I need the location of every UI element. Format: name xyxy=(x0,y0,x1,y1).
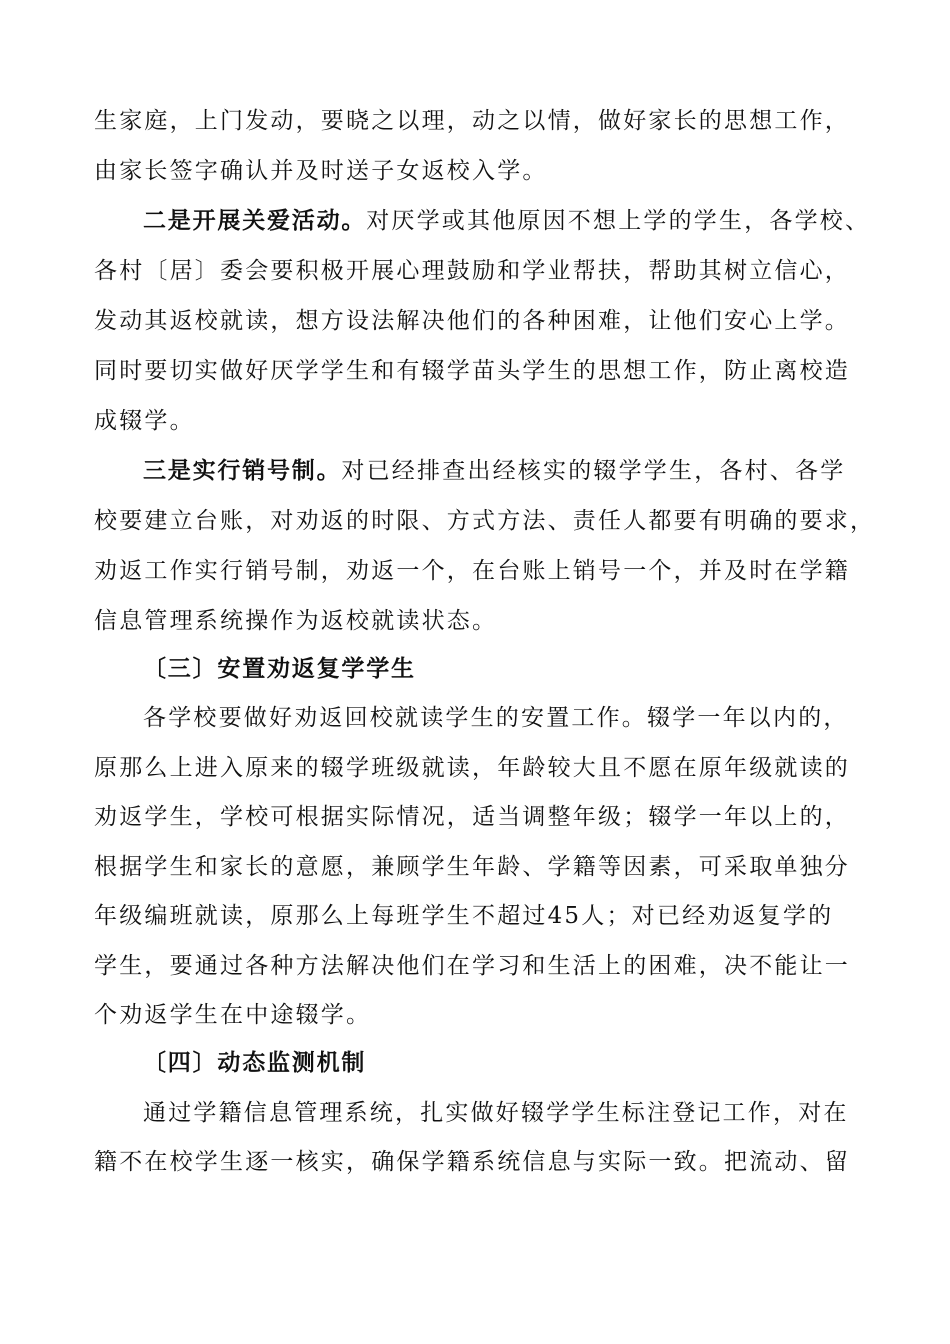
paragraph-line: 籍不在校学生逐一核实，确保学籍系统信息与实际一致。把流动、留 xyxy=(94,1149,850,1175)
paragraph-line: 同时要切实做好厌学学生和有辍学苗头学生的思想工作，防止离校造 xyxy=(94,358,850,384)
paragraph-line: 原那么上进入原来的辍学班级就读，年龄较大且不愿在原年级就读的 xyxy=(94,755,850,781)
paragraph-lead-bold: 二是开展关爱活动。 xyxy=(143,208,367,234)
paragraph-line: 生家庭，上门发动，要晓之以理，动之以情，做好家长的思想工作， xyxy=(94,108,850,134)
paragraph-first-line: 各学校要做好劝返回校就读学生的安置工作。辍学一年以内的， xyxy=(143,705,849,731)
paragraph-line: 年级编班就读，原那么上每班学生不超过45人；对已经劝返复学的 xyxy=(94,903,834,929)
paragraph-line: 校要建立台账，对劝返的时限、方式方法、责任人都要有明确的要求， xyxy=(94,508,876,534)
paragraph-first-line: 通过学籍信息管理系统，扎实做好辍学学生标注登记工作，对在 xyxy=(143,1100,849,1126)
paragraph-line: 成辍学。 xyxy=(94,408,195,434)
paragraph-line: 由家长签字确认并及时送子女返校入学。 xyxy=(94,158,548,184)
paragraph-first-line xyxy=(143,456,845,486)
paragraph-lead-bold: 三是实行销号制。 xyxy=(143,458,342,484)
paragraph-first-line xyxy=(143,206,870,236)
paragraph-line: 根据学生和家长的意愿，兼顾学生年龄、学籍等因素，可采取单独分 xyxy=(94,854,850,880)
paragraph-line: 各村〔居〕委会要积极开展心理鼓励和学业帮扶，帮助其树立信心， xyxy=(94,258,850,284)
paragraph-text: 对已经排查出经核实的辍学学生，各村、各学 xyxy=(341,458,846,484)
section-heading: 〔三〕安置劝返复学学生 xyxy=(143,656,416,682)
paragraph-line: 劝返工作实行销号制，劝返一个，在台账上销号一个，并及时在学籍 xyxy=(94,558,850,584)
paragraph-line: 学生，要通过各种方法解决他们在学习和生活上的困难，决不能让一 xyxy=(94,953,850,979)
paragraph-line: 信息管理系统操作为返校就读状态。 xyxy=(94,608,498,634)
section-heading: 〔四〕动态监测机制 xyxy=(143,1050,367,1076)
paragraph-line: 发动其返校就读，想方设法解决他们的各种困难，让他们安心上学。 xyxy=(94,308,850,334)
paragraph-text: 对厌学或其他原因不想上学的学生，各学校、 xyxy=(366,208,871,234)
paragraph-line: 劝返学生，学校可根据实际情况，适当调整年级；辍学一年以上的， xyxy=(94,804,850,830)
paragraph-line: 个劝返学生在中途辍学。 xyxy=(94,1002,372,1028)
